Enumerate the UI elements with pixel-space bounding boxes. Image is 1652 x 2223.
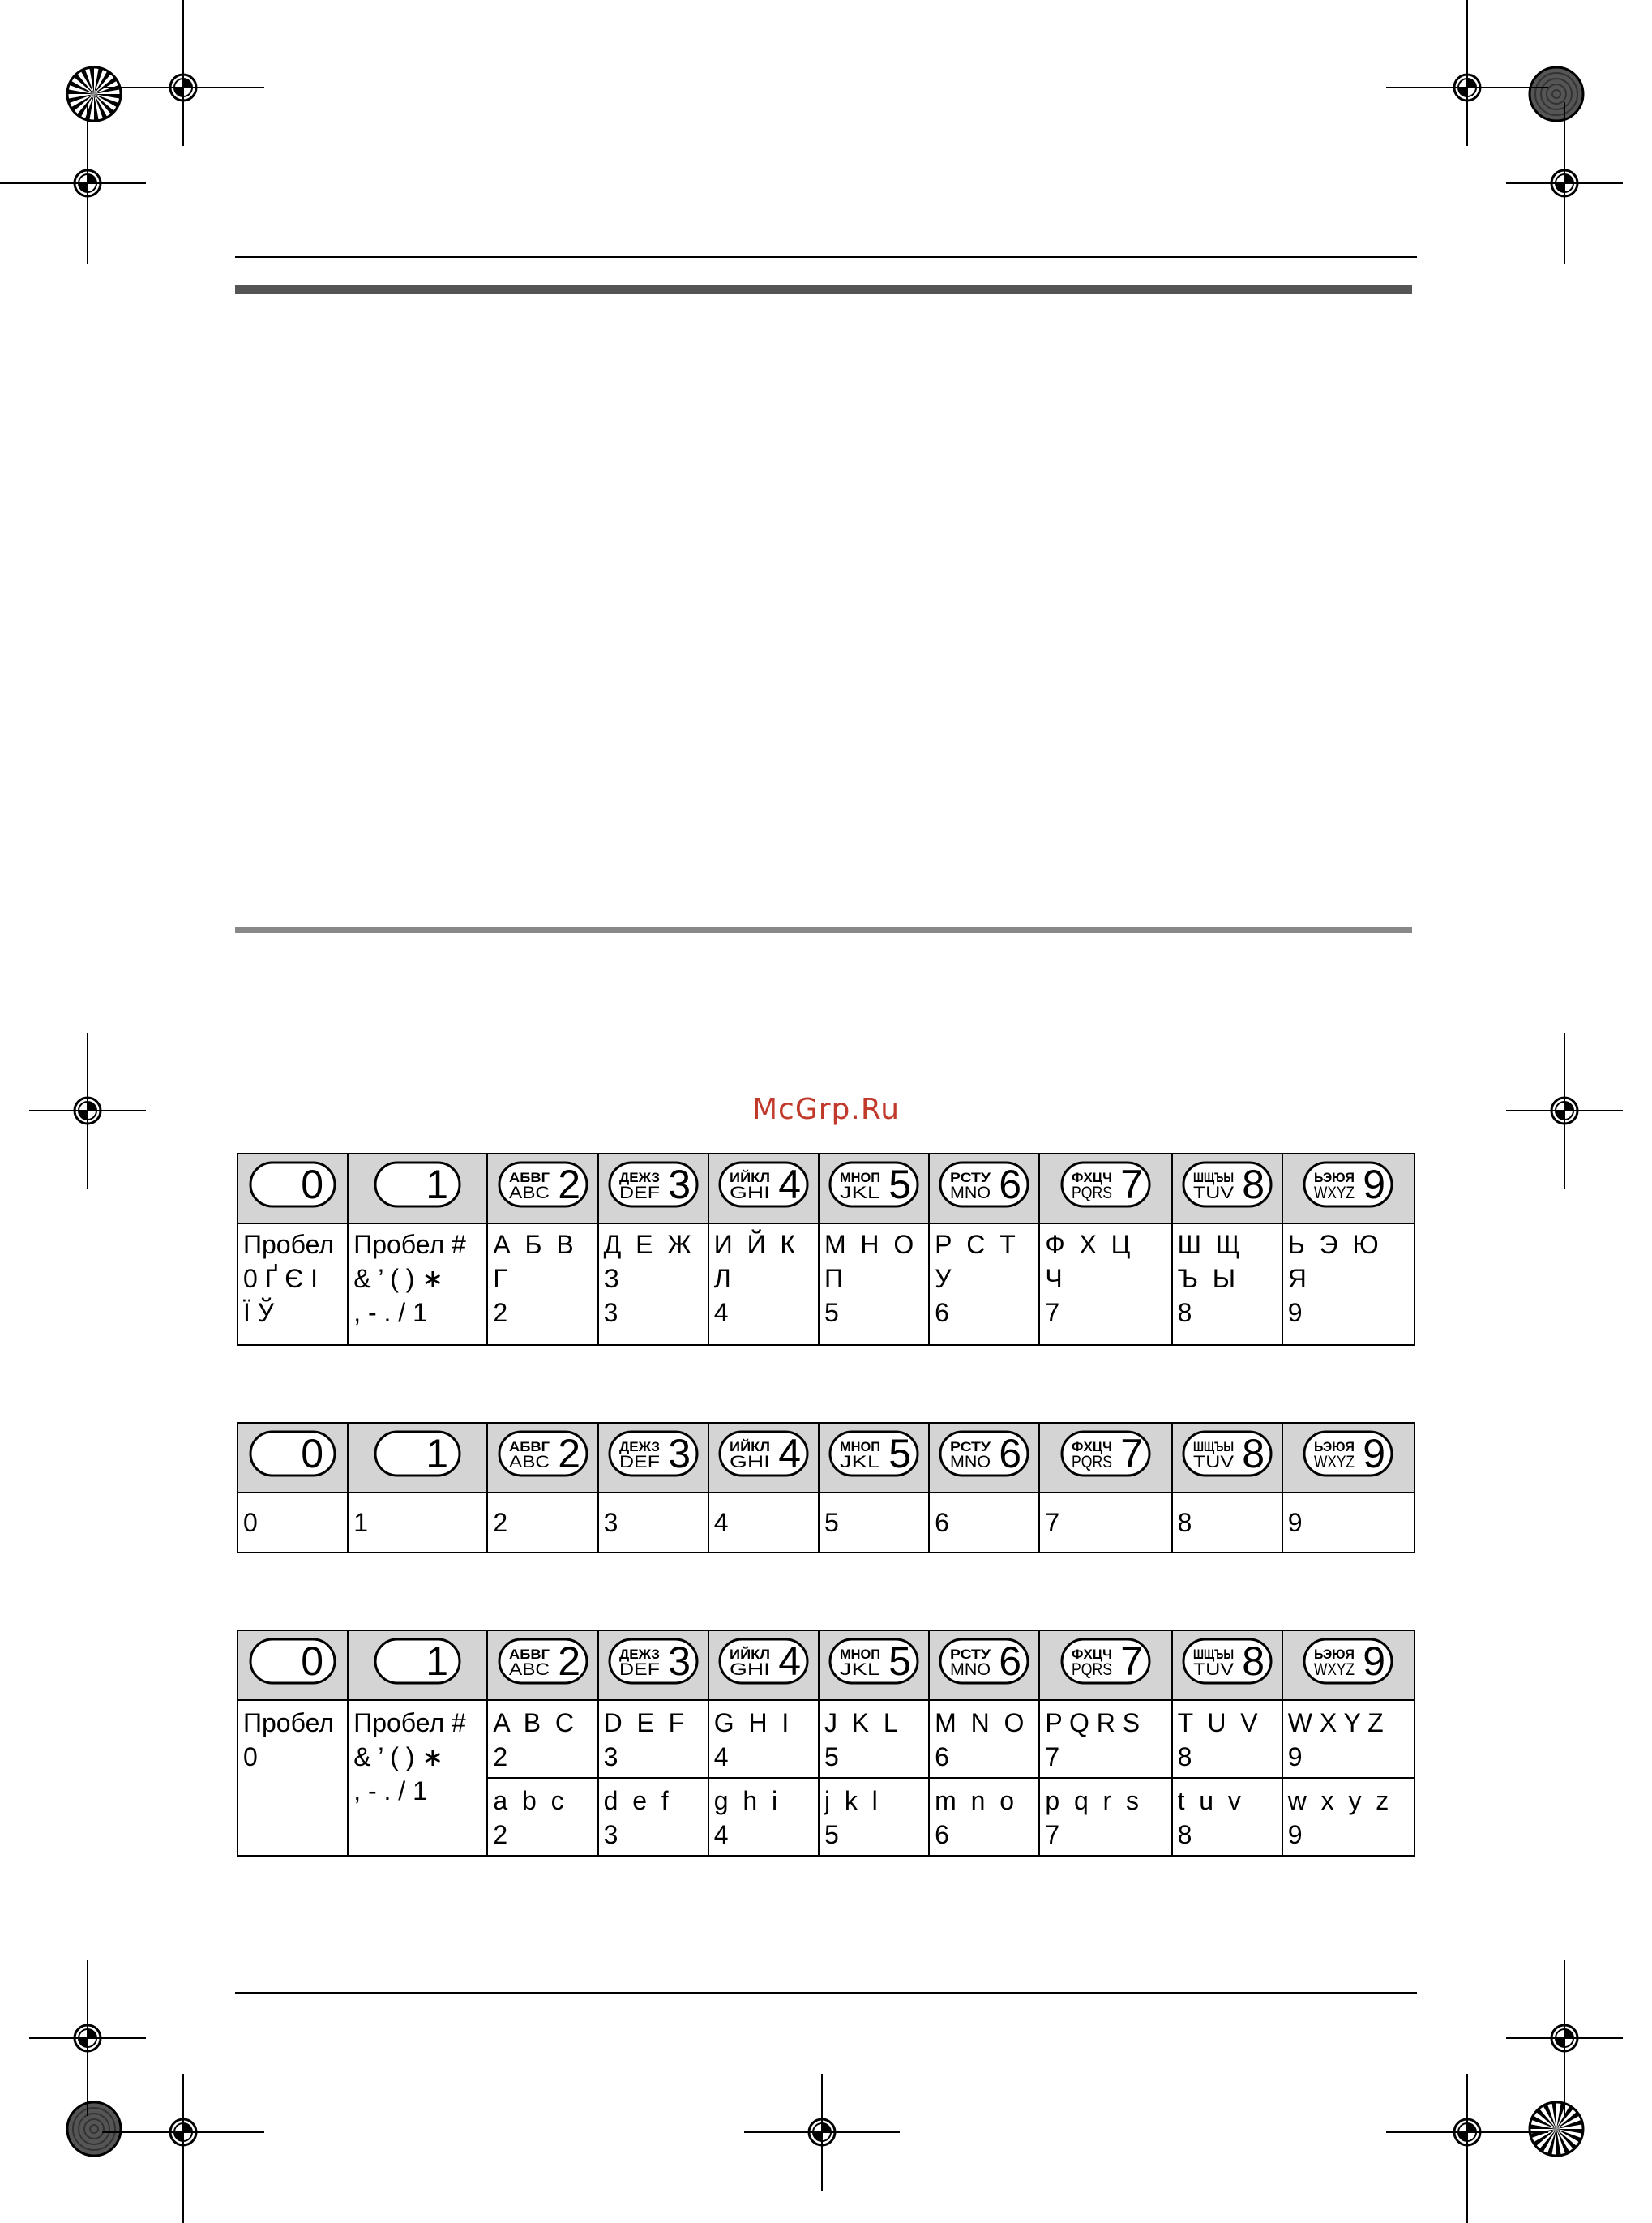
character-cell: Пробел # & ’ ( ) ∗ , - . / 1 <box>348 1700 487 1856</box>
key-cyrillic-letters: АБВГ <box>508 1647 550 1662</box>
character-cell: W X Y Z 9 <box>1282 1700 1414 1778</box>
character-cell: И Й К Л 4 <box>708 1223 819 1345</box>
registration-mark-icon <box>170 2119 196 2145</box>
key-latin-letters: JKL <box>840 1660 881 1679</box>
character-cell: D E F 3 <box>598 1700 708 1778</box>
character-cell: d e f 3 <box>598 1778 708 1856</box>
key-latin-letters: ABC <box>508 1660 550 1679</box>
registration-mark-icon <box>170 75 196 101</box>
character-cell: w x y z 9 <box>1282 1778 1414 1856</box>
key-cyrillic-letters: ШЩЪЫ <box>1192 1647 1234 1662</box>
key-latin-letters: MNO <box>950 1184 991 1202</box>
key-digit: 2 <box>557 1162 580 1207</box>
key-digit: 5 <box>888 1162 912 1207</box>
key-latin-letters: PQRS <box>1071 1184 1112 1202</box>
key-digit: 5 <box>888 1431 912 1476</box>
key-digit: 1 <box>426 1162 449 1207</box>
key-cyrillic-letters: ИЙКЛ <box>729 1170 770 1185</box>
character-cell: A B C 2 <box>487 1700 597 1778</box>
character-cell: T U V 8 <box>1172 1700 1282 1778</box>
key-digit: 0 <box>301 1431 324 1476</box>
key-latin-letters: PQRS <box>1071 1660 1112 1679</box>
key-cyrillic-letters: РСТУ <box>950 1439 991 1454</box>
key-digit: 3 <box>667 1638 691 1684</box>
character-cell: Пробел # & ’ ( ) ∗ , - . / 1 <box>348 1223 487 1345</box>
character-cell: M N O 6 <box>929 1700 1039 1778</box>
key-digit: 9 <box>1363 1431 1386 1476</box>
character-cell: 2 <box>487 1493 597 1553</box>
key-latin-letters: MNO <box>950 1660 991 1679</box>
watermark: McGrp.Ru <box>751 1093 901 1126</box>
key-digit: 9 <box>1363 1162 1386 1207</box>
character-cell: 6 <box>929 1493 1039 1553</box>
key-latin-letters: WXYZ <box>1314 1660 1355 1679</box>
character-cell: t u v 8 <box>1172 1778 1282 1856</box>
key-cyrillic-letters: ФХЦЧ <box>1071 1439 1112 1454</box>
key-digit: 5 <box>888 1638 912 1684</box>
key-cyrillic-letters: ДЕЖЗ <box>618 1439 660 1454</box>
registration-mark-icon <box>1454 75 1480 101</box>
key-cyrillic-letters: АБВГ <box>508 1439 550 1454</box>
key-digit: 4 <box>778 1162 801 1207</box>
key-digit: 0 <box>301 1638 324 1684</box>
key-digit: 1 <box>426 1431 449 1476</box>
character-cell: a b c 2 <box>487 1778 597 1856</box>
key-digit: 8 <box>1241 1162 1265 1207</box>
character-cell: 8 <box>1172 1493 1282 1553</box>
character-cell: Ь Э Ю Я 9 <box>1282 1223 1414 1345</box>
character-cell: 3 <box>598 1493 708 1553</box>
key-digit: 3 <box>667 1431 691 1476</box>
registration-mark-icon <box>809 2119 835 2145</box>
key-latin-letters: PQRS <box>1071 1453 1112 1471</box>
key-digit: 3 <box>667 1162 691 1207</box>
registration-mark-icon <box>1551 1098 1577 1124</box>
key-latin-letters: TUV <box>1192 1453 1234 1471</box>
key-digit: 7 <box>1120 1431 1143 1476</box>
key-digit: 4 <box>778 1431 801 1476</box>
key-latin-letters: TUV <box>1192 1184 1234 1202</box>
key-cyrillic-letters: ШЩЪЫ <box>1192 1170 1234 1185</box>
character-cell: G H I 4 <box>708 1700 819 1778</box>
character-cell: 1 <box>348 1493 487 1553</box>
key-digit: 7 <box>1120 1162 1143 1207</box>
key-latin-letters: TUV <box>1192 1660 1234 1679</box>
key-digit: 6 <box>999 1162 1022 1207</box>
key-cyrillic-letters: ИЙКЛ <box>729 1647 770 1662</box>
key-digit: 0 <box>301 1162 324 1207</box>
key-latin-letters: DEF <box>618 1660 660 1679</box>
key-cyrillic-letters: ДЕЖЗ <box>618 1170 660 1185</box>
key-cyrillic-letters: МНОП <box>840 1647 881 1662</box>
character-cell: J K L 5 <box>819 1700 929 1778</box>
character-cell: Ф Х Ц Ч 7 <box>1039 1223 1171 1345</box>
key-latin-letters: WXYZ <box>1314 1453 1355 1471</box>
key-digit: 2 <box>557 1638 580 1684</box>
key-cyrillic-letters: ШЩЪЫ <box>1192 1439 1234 1454</box>
key-latin-letters: GHI <box>729 1660 770 1679</box>
key-cyrillic-letters: АБВГ <box>508 1170 550 1185</box>
key-latin-letters: ABC <box>508 1453 550 1471</box>
key-cyrillic-letters: РСТУ <box>950 1647 991 1662</box>
character-cell: Ш Щ Ъ Ы 8 <box>1172 1223 1282 1345</box>
key-latin-letters: MNO <box>950 1453 991 1471</box>
key-cyrillic-letters: ИЙКЛ <box>729 1439 770 1454</box>
character-cell: p q r s 7 <box>1039 1778 1171 1856</box>
key-latin-letters: JKL <box>840 1453 881 1471</box>
key-latin-letters: ABC <box>508 1184 550 1202</box>
key-cyrillic-letters: ФХЦЧ <box>1071 1170 1112 1185</box>
key-cyrillic-letters: ДЕЖЗ <box>618 1647 660 1662</box>
key-cyrillic-letters: ЬЭЮЯ <box>1314 1647 1355 1662</box>
key-digit: 1 <box>426 1638 449 1684</box>
character-cell: А Б В Г 2 <box>487 1223 597 1345</box>
character-cell: М Н О П 5 <box>819 1223 929 1345</box>
character-cell: j k l 5 <box>819 1778 929 1856</box>
key-cyrillic-letters: МНОП <box>840 1170 881 1185</box>
character-cell: 4 <box>708 1493 819 1553</box>
key-latin-letters: GHI <box>729 1184 770 1202</box>
key-digit: 8 <box>1241 1431 1265 1476</box>
key-cyrillic-letters: РСТУ <box>950 1170 991 1185</box>
character-cell: m n o 6 <box>929 1778 1039 1856</box>
key-cyrillic-letters: МНОП <box>840 1439 881 1454</box>
key-latin-letters: JKL <box>840 1184 881 1202</box>
character-cell: g h i 4 <box>708 1778 819 1856</box>
key-cyrillic-letters: ЬЭЮЯ <box>1314 1439 1355 1454</box>
character-cell: Р С Т У 6 <box>929 1223 1039 1345</box>
key-digit: 9 <box>1363 1638 1386 1684</box>
key-digit: 4 <box>778 1638 801 1684</box>
key-digit: 6 <box>999 1431 1022 1476</box>
key-cyrillic-letters: ФХЦЧ <box>1071 1647 1112 1662</box>
key-digit: 8 <box>1241 1638 1265 1684</box>
key-digit: 6 <box>999 1638 1022 1684</box>
character-cell: Д Е Ж З 3 <box>598 1223 708 1345</box>
key-latin-letters: WXYZ <box>1314 1184 1355 1202</box>
character-cell: 0 <box>238 1493 348 1553</box>
color-target-icon <box>1530 67 1583 121</box>
registration-mark-icon <box>75 1098 101 1124</box>
star-target-icon <box>1530 2102 1583 2156</box>
character-cell: 5 <box>819 1493 929 1553</box>
character-cell: 9 <box>1282 1493 1414 1553</box>
key-latin-letters: DEF <box>618 1453 660 1471</box>
key-digit: 2 <box>557 1431 580 1476</box>
star-target-icon <box>67 67 121 121</box>
character-cell: P Q R S 7 <box>1039 1700 1171 1778</box>
registration-mark-icon <box>1454 2119 1480 2145</box>
color-target-icon <box>67 2102 121 2156</box>
key-cyrillic-letters: ЬЭЮЯ <box>1314 1170 1355 1185</box>
character-cell: Пробел 0 <box>238 1700 348 1856</box>
character-cell: Пробел 0 Ґ Є І Ї Ў <box>238 1223 348 1345</box>
key-latin-letters: DEF <box>618 1184 660 1202</box>
key-latin-letters: GHI <box>729 1453 770 1471</box>
key-digit: 7 <box>1120 1638 1143 1684</box>
character-cell: 7 <box>1039 1493 1171 1553</box>
